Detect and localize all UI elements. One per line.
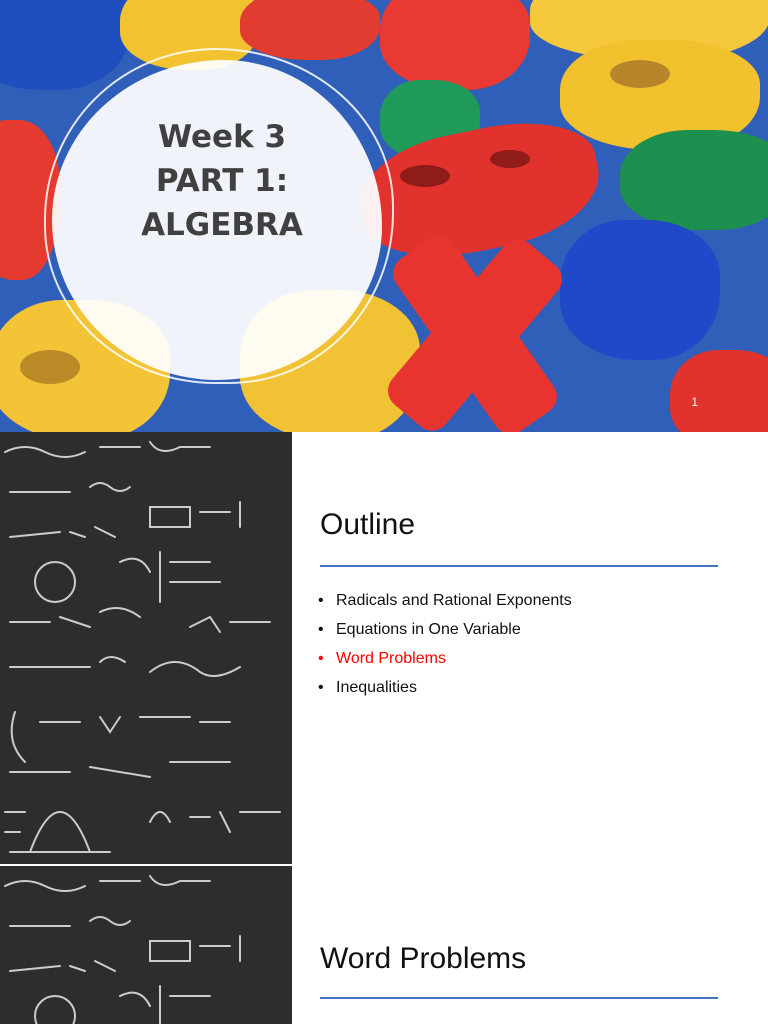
slide-1-title [0,0,768,432]
title-line-subject: ALGEBRA [141,207,303,243]
outline-item [318,673,572,702]
slide-1-title-text [52,115,392,247]
bullet-dot-icon: • [318,621,324,638]
outline-item-text: Equations in One Variable [336,621,521,638]
slide-number: 1 [691,395,698,409]
outline-item-text: Word Problems [336,650,446,667]
outline-item-text: Radicals and Rational Exponents [336,592,572,609]
outline-item [318,586,572,615]
chalkboard-image [0,432,292,864]
bullet-dot-icon: • [318,679,324,696]
outline-item-highlighted [318,644,572,673]
slide-2-heading: Outline [320,508,416,541]
bullet-dot-icon: • [318,650,324,667]
chalkboard-image [0,866,292,1024]
outline-item-text: Inequalities [336,679,417,696]
outline-item [318,615,572,644]
slide-3-heading: Word Problems [320,942,527,975]
title-line-week: Week 3 [157,119,287,155]
heading-underline [320,997,718,999]
outline-list [318,586,572,702]
bullet-dot-icon: • [318,592,324,609]
title-line-part: PART 1: [155,163,289,199]
heading-underline [320,565,718,567]
